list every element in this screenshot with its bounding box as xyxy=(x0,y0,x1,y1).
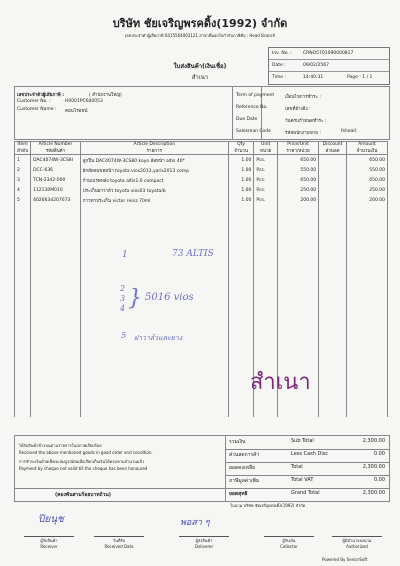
cell-amount: 650.00 xyxy=(346,155,387,166)
cell-unit: Pcs. xyxy=(254,185,278,195)
customer-name-label: Customer Name : xyxy=(17,107,57,112)
salesman-value: รหัสพนักงานขาย : xyxy=(285,131,321,136)
col-header-article-number: Article Number รหัสสินค้า xyxy=(31,142,81,155)
salesman-name: fsheait xyxy=(341,129,357,134)
signature-receiver: ผู้รับสินค้า Receiver xyxy=(24,536,74,549)
handwritten-note-2: 5016 vios xyxy=(145,292,194,303)
total-value: 2,300.00 xyxy=(362,464,385,470)
col-header-description: Article Description รายการ xyxy=(80,142,228,155)
date-value: 09/02/2567 xyxy=(303,63,329,68)
cell-price: 550.00 xyxy=(277,165,318,175)
signature-row xyxy=(14,536,388,554)
signature-deliverer: ผู้ส่งสินค้า Deliverer xyxy=(179,536,229,549)
vat-value: 0.00 xyxy=(373,477,385,483)
time-value: 14:40:31 xyxy=(303,75,324,80)
cell-discount xyxy=(319,155,347,166)
due-date-label: Due Date xyxy=(236,117,258,122)
handwritten-note-5: ฝาวาล์วและยาง xyxy=(134,334,183,342)
discount-label-th: ส่วนลดการค้า xyxy=(229,452,260,458)
inv-no: CRNO5701090000817 xyxy=(303,51,354,56)
reference-value: เลขที่อ้างอิง : xyxy=(285,107,311,112)
note-received-en: Received the above mentioned goods in good order and condition. xyxy=(19,450,153,455)
cell-discount xyxy=(319,175,347,185)
cell-discount xyxy=(319,195,347,205)
subtotal-value: 2,300.00 xyxy=(362,438,385,444)
page-indicator: Page : 1 / 1 xyxy=(347,75,373,80)
copy-label: สำเนา xyxy=(191,74,209,81)
cell-qty: 1.00 xyxy=(228,175,254,185)
tax-id-line: เลขประจำตัวผู้เสียภาษี 0415564003121 สาขาที่ออกใบกำกับภาษีคือ : Head Branch xyxy=(124,33,276,38)
signature-authorized: ผู้มีอำนาจลงนาม Authorized xyxy=(332,536,382,549)
terms-box xyxy=(232,86,390,140)
customer-box xyxy=(14,86,262,140)
time-label: Time : xyxy=(272,75,286,80)
cell-article-number: 112130M010 xyxy=(31,185,81,195)
table-row xyxy=(15,175,388,185)
table-row xyxy=(15,185,388,195)
cell-discount xyxy=(319,185,347,195)
col-header-unit: Unit หน่วย xyxy=(254,142,278,155)
cell-article-number: DAC4074W-3CS8I xyxy=(31,155,81,166)
vat-label: Total VAT xyxy=(291,477,314,483)
note-cheque-th: การชำระเงินด้วยเช็คจะสมบูรณ์ต่อเมื่อเรียกเก็บเงินได้ครบตามจำนวนแล้ว xyxy=(19,459,145,464)
cell-amount: 250.00 xyxy=(346,185,387,195)
cell-article-number: TCN-2342-000 xyxy=(31,175,81,185)
col-header-price: Price/Unit ราคา/หน่วย xyxy=(277,142,318,155)
handwritten-num-5: 5 xyxy=(121,331,127,340)
reference-label: Reference No. xyxy=(236,105,268,110)
table-row xyxy=(15,195,388,205)
cell-discount xyxy=(319,165,347,175)
cell-price: 200.00 xyxy=(277,195,318,205)
cell-item: 4 xyxy=(15,185,31,195)
customer-no: H0001PC640053 xyxy=(65,99,103,104)
handwritten-note-1: 73 ALTIS xyxy=(172,249,214,259)
payment-term-value: เงื่อนไขการชำระ : xyxy=(285,95,321,100)
handwritten-num-1: 1 xyxy=(122,250,128,260)
salesman-label: Salesman Code xyxy=(236,129,271,134)
customer-name: คอนโรอชน์ xyxy=(65,109,88,114)
cell-unit: Pcs. xyxy=(254,195,278,205)
grand-total-value: 2,300.00 xyxy=(362,490,385,496)
handwritten-copy-stamp: สำเนา xyxy=(250,370,311,395)
cell-qty: 1.00 xyxy=(228,195,254,205)
for-company-line: ในนาม บริษัท ชัยเจริญพรคดิ้ง(1992) จำกัด xyxy=(230,503,306,508)
cell-item: 5 xyxy=(15,195,31,205)
table-row xyxy=(15,155,388,166)
cell-amount: 650.00 xyxy=(346,175,387,185)
cell-description: กาวทาประเก็น victor reinz 70ml xyxy=(80,195,228,205)
summary-box xyxy=(14,435,390,502)
cell-item: 3 xyxy=(15,175,31,185)
cell-price: 250.00 xyxy=(277,185,318,195)
cell-description: ลูกปืน DAC4074W-3CS80 koyo ล้อหน้า altis 40* xyxy=(80,155,228,166)
discount-label: Less Cash Disc xyxy=(291,451,329,457)
inv-no-label: Inv. No. : xyxy=(272,51,292,56)
vat-label-th: ภาษีมูลค่าเพิ่ม xyxy=(229,478,260,484)
cell-item: 2 xyxy=(15,165,31,175)
cell-unit: Pcs. xyxy=(254,165,278,175)
signature-received-date: วันที่รับ Received Date xyxy=(94,536,144,549)
note-received-th: ได้รับสินค้าข้างบนตามรายการในสภาพเรียบร้อย xyxy=(19,443,102,448)
handwritten-stack: 2 3 4 xyxy=(120,284,126,313)
cell-price: 650.00 xyxy=(277,175,318,185)
customer-tax-value: ( สำนักงานใหญ่) xyxy=(89,93,122,98)
total-label-th: ยอดคงเหลือ xyxy=(229,465,256,471)
powered-by: Powered By SeniorSoft xyxy=(322,557,368,562)
cell-qty: 1.00 xyxy=(228,185,254,195)
cell-description: ประเก็นฝาวาล์ว toyota vios03 toyota/b xyxy=(80,185,228,195)
subtotal-label: Sub Total xyxy=(291,438,314,444)
cell-article-number: 4026634207673 xyxy=(31,195,81,205)
note-cheque-en: Payment by cheque not valid till the cheque has been honoured xyxy=(19,466,148,471)
payment-term-label: Term of payment xyxy=(236,93,275,98)
cell-price: 650.00 xyxy=(277,155,318,166)
due-date-value: วันครบกำหนดชำระ : xyxy=(285,119,327,124)
cell-unit: Pcs. xyxy=(254,175,278,185)
col-header-qty: Qty จำนวน xyxy=(228,142,254,155)
grand-total-label-th: ยอดสุทธิ xyxy=(229,491,248,497)
table-header-row xyxy=(15,142,388,155)
cell-amount: 200.00 xyxy=(346,195,387,205)
cell-item: 1 xyxy=(15,155,31,166)
company-name: บริษัท ชัยเจริญพรคดิ้ง(1992) จำกัด xyxy=(112,17,288,30)
total-label: Total xyxy=(291,464,303,470)
invoice-info-box xyxy=(268,47,390,85)
table-empty-space xyxy=(15,205,388,417)
items-table xyxy=(14,141,388,417)
col-header-item: Item ลำดับ xyxy=(15,142,31,155)
cell-qty: 1.00 xyxy=(228,165,254,175)
cell-article-number: DCC-636 xyxy=(31,165,81,175)
cell-description: ก้ามเบรคหลัง toyota altis1.6 compact xyxy=(80,175,228,185)
customer-no-label: Customer No. : xyxy=(17,99,51,104)
discount-value: 0.00 xyxy=(373,451,385,457)
col-header-amount: Amount จำนวนเงิน xyxy=(346,142,387,155)
subtotal-label-th: รวมเงิน xyxy=(229,439,246,445)
cell-description: ยักส์ดอบขอหน้า toyota vios2013,yaris2013 comp xyxy=(80,165,228,175)
receiver-signature: ปิยนุช xyxy=(38,514,64,525)
handwritten-brace: } xyxy=(128,286,142,311)
cell-unit: Pcs. xyxy=(254,155,278,166)
amount-in-words: (สองพันสามร้อยบาทถ้วน) xyxy=(55,492,112,498)
customer-tax-label: เลขประจำตัวผู้เสียภาษี : xyxy=(17,93,65,98)
col-header-discount: Discount ส่วนลด xyxy=(319,142,347,155)
grand-total-label: Grand Total xyxy=(291,490,320,496)
cell-amount: 550.00 xyxy=(346,165,387,175)
deliverer-signature: พอสา ๆ xyxy=(180,518,210,528)
date-label: Date : xyxy=(272,63,286,68)
table-row xyxy=(15,165,388,175)
document-title: ใบส่งสินค้า(เงินเชื่อ) xyxy=(173,63,227,70)
signature-collector: ผู้รับเงิน Collector xyxy=(264,536,314,549)
cell-qty: 1.00 xyxy=(228,155,254,166)
